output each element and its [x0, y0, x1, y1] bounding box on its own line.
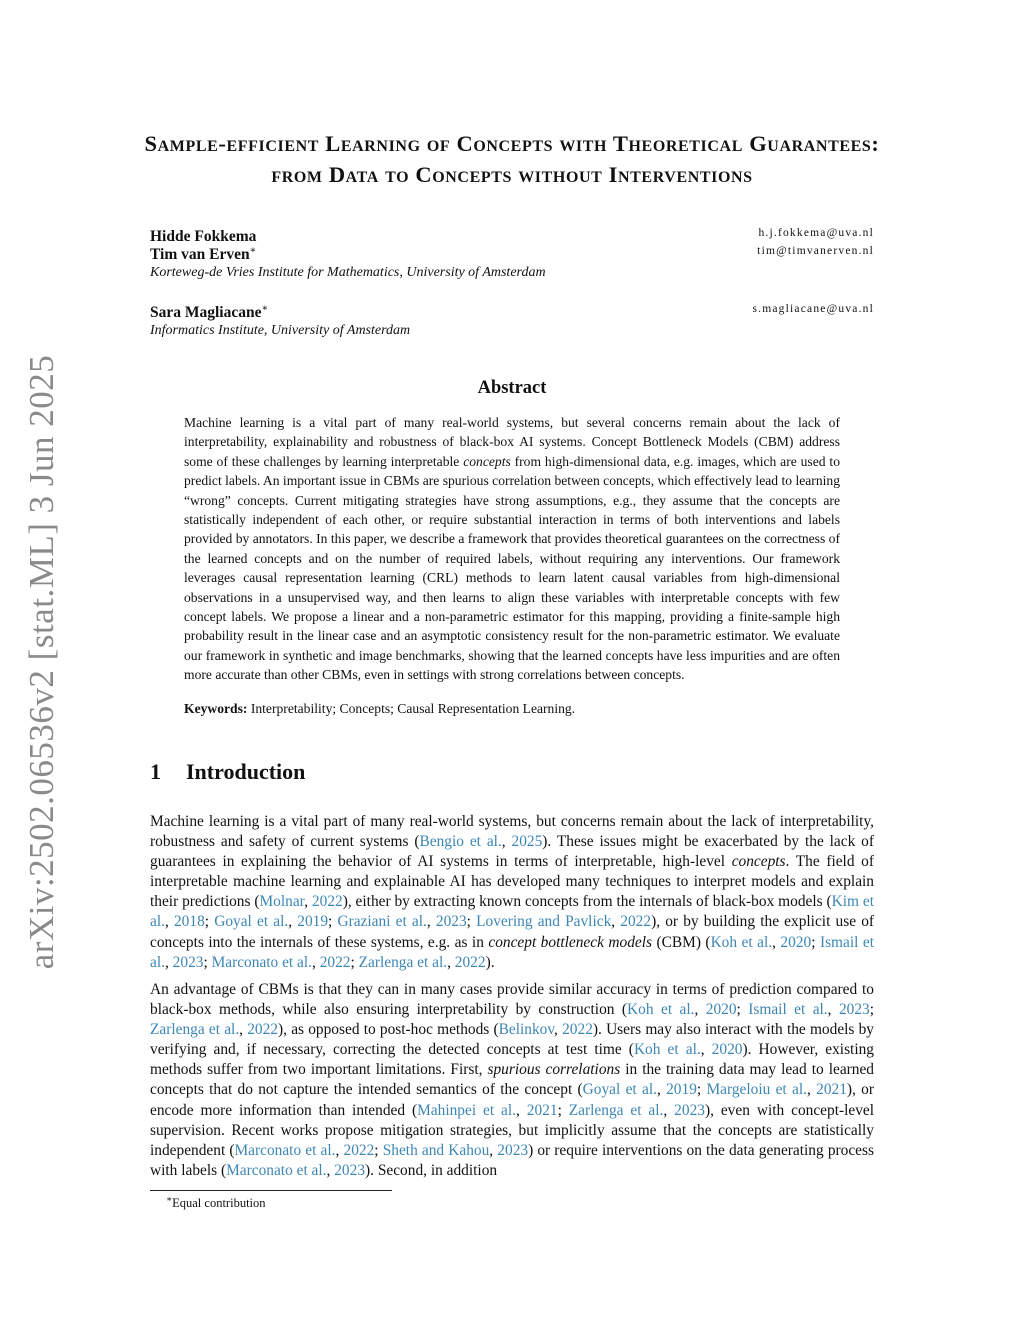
citation-link[interactable]: 2023: [435, 913, 467, 931]
footnote: ∗Equal contribution: [166, 1194, 266, 1211]
author-email[interactable]: h.j.fokkema@uva.nl: [758, 227, 874, 239]
citation-link[interactable]: 2023: [674, 1101, 705, 1119]
paper-title: [60, 128, 964, 190]
citation-link[interactable]: Koh et al.: [627, 1001, 695, 1019]
author-email[interactable]: tim@timvanerven.nl: [757, 245, 874, 257]
citation-link[interactable]: Ismail et al.: [150, 933, 874, 971]
citation-link[interactable]: 2019: [297, 913, 329, 931]
citation-link[interactable]: 2022: [562, 1021, 593, 1039]
citation-link[interactable]: 2022: [311, 893, 343, 911]
affiliation: Informatics Institute, University of Amsterdam: [150, 323, 411, 338]
citation-link[interactable]: 2022: [454, 953, 486, 971]
citation-link[interactable]: 2023: [172, 953, 204, 971]
abstract-body: Machine learning is a vital part of many real-world systems, but several concerns remain about the lack of interpretability, explainability and robustness of black-box AI systems. Concept Bottleneck Models (CBM) address some of these challenges by learning interpretable concepts from high-dimensional data, e.g. images, which are used to predict labels. An important issue in CBMs are spurious correlation between concepts, which effectively lead to learning “wrong” concepts. Current mitigating strategies have strong assumptions, e.g., they assume that the concepts are statistically independent of each other, or require substantial interaction in terms of both interventions and labels provided by annotators. In this paper, we describe a framework that provides theoretical guarantees on the correctness of the learned concepts and on the number of required labels, without requiring any interventions. Our framework leverages causal representation learning (CRL) methods to learn latent causal variables from high-dimensional observations in a unsupervised way, and then learns to align these variables with interpretable concepts with few concept labels. We propose a linear and a non-parametric estimator for this mapping, providing a finite-sample high probability result in the linear case and an asymptotic consistency result for the non-parametric estimator. We evaluate our framework in synthetic and image benchmarks, showing that the learned concepts have less impurities and are often more accurate than other CBMs, even in settings with strong correlations between concepts.: [184, 415, 840, 683]
citation-link[interactable]: 2025: [511, 833, 543, 851]
citation-link[interactable]: Koh et al.: [710, 933, 773, 951]
section-heading: 1 Introduction: [150, 759, 306, 784]
citation-link[interactable]: Marconato et al.: [234, 1141, 336, 1159]
citation-link[interactable]: Zarlenga et al.: [150, 1021, 240, 1039]
intro-paragraph-1: Machine learning is a vital part of many real-world systems, but concerns remain about the lack of interpretability, robustness and safety of current systems (Bengio et al., 2025). These issues might be exacerbated by the lack of guarantees in explaining the behavior of AI systems in terms of interpretable, high-level concepts. The field of interpretable machine learning and explainable AI has developed many techniques to interpret models and explain their predictions (Molnar, 2022), either by extracting known concepts from the internals of black-box models (Kim et al., 2018; Goyal et al., 2019; Graziani et al., 2023; Lovering and Pavlick, 2022), or by building the explicit use of concepts into the internals of these systems, e.g. as in concept bottleneck models (CBM) (Koh et al., 2020; Ismail et al., 2023; Marconato et al., 2022; Zarlenga et al., 2022).: [150, 813, 875, 971]
citation-link[interactable]: 2020: [780, 933, 812, 951]
citation-link[interactable]: 2020: [705, 1001, 737, 1019]
author-row: [150, 303, 874, 322]
title-line-2: from Data to Concepts without Interventions: [271, 162, 753, 187]
citation-link[interactable]: Molnar: [259, 893, 305, 911]
author-row: [150, 227, 874, 246]
citation-link[interactable]: Lovering and Pavlick: [476, 913, 612, 931]
keywords: Keywords: Interpretability; Concepts; Causal Representation Learning.: [184, 701, 576, 716]
citation-link[interactable]: 2023: [497, 1141, 529, 1159]
citation-link[interactable]: 2022: [620, 913, 652, 931]
citation-link[interactable]: Ismail et al.: [748, 1001, 828, 1019]
title-line-1: Sample-efficient Learning of Concepts with Theoretical Guarantees:: [144, 131, 880, 156]
citation-link[interactable]: Goyal et al.: [582, 1081, 657, 1099]
arxiv-stamp: arXiv:2502.06536v2 [stat.ML] 3 Jun 2025: [22, 354, 61, 970]
citation-link[interactable]: Marconato et al.: [211, 953, 313, 971]
affiliation: Korteweg-de Vries Institute for Mathematics, University of Amsterdam: [150, 265, 546, 280]
citation-link[interactable]: Margeloiu et al.: [706, 1081, 807, 1099]
emphasis-text: concepts: [731, 853, 786, 871]
citation-link[interactable]: Graziani et al.: [337, 913, 427, 931]
citation-link[interactable]: 2021: [816, 1081, 847, 1099]
citation-link[interactable]: 2022: [247, 1021, 279, 1039]
citation-link[interactable]: 2023: [334, 1161, 366, 1179]
citation-link[interactable]: Zarlenga et al.: [568, 1101, 664, 1119]
intro-paragraph-2: An advantage of CBMs is that they can in many cases provide similar accuracy in terms of prediction compared to black-box methods, while also ensuring interpretability by construction (Koh et al., 2020; Ismail et al., 2023; Zarlenga et al., 2022), as opposed to post-hoc methods (Belinkov, 2022). Users may also interact with the models by verifying and, if necessary, correcting the detected concepts at test time (Koh et al., 2020). However, existing methods suffer from two important limitations. First, spurious correlations in the training data may lead to learned concepts that do not capture the intended semantics of the concept (Goyal et al., 2019; Margeloiu et al., 2021), or encode more information than intended (Mahinpei et al., 2021; Zarlenga et al., 2023), even with concept-level supervision. Recent works propose mitigation strategies, but implicitly assume that the concepts are statistically independent (Marconato et al., 2022; Sheth and Kahou, 2023) or require interventions on the data generating process with labels (Marconato et al., 2023). Second, in addition: [150, 981, 875, 1179]
citation-link[interactable]: 2019: [666, 1081, 697, 1099]
citation-link[interactable]: Goyal et al.: [214, 913, 289, 931]
citation-link[interactable]: 2018: [173, 913, 205, 931]
citation-link[interactable]: Zarlenga et al.: [358, 953, 448, 971]
author-name: Tim van Erven∗: [150, 245, 257, 264]
author-row: [150, 245, 874, 264]
citation-link[interactable]: Kim et al.: [150, 893, 874, 931]
citation-link[interactable]: Belinkov: [498, 1021, 555, 1039]
author-name: Hidde Fokkema: [150, 228, 257, 246]
author-name: Sara Magliacane∗: [150, 303, 269, 322]
citation-link[interactable]: Marconato et al.: [226, 1161, 327, 1179]
emphasis-text: concept bottleneck models: [488, 933, 653, 951]
citation-link[interactable]: Bengio et al.: [419, 833, 502, 851]
citation-link[interactable]: 2023: [838, 1001, 870, 1019]
citation-link[interactable]: 2021: [526, 1101, 558, 1119]
author-email[interactable]: s.magliacane@uva.nl: [752, 303, 874, 315]
citation-link[interactable]: Koh et al.: [633, 1041, 701, 1059]
citation-link[interactable]: Sheth and Kahou: [382, 1141, 490, 1159]
abstract-heading: Abstract: [477, 378, 547, 398]
citation-link[interactable]: 2020: [711, 1041, 743, 1059]
footnote-rule: [150, 1190, 392, 1191]
citation-link[interactable]: 2022: [343, 1141, 375, 1159]
emphasis-text: spurious correlations: [487, 1061, 621, 1079]
citation-link[interactable]: 2022: [319, 953, 351, 971]
citation-link[interactable]: Mahinpei et al.: [417, 1101, 517, 1119]
